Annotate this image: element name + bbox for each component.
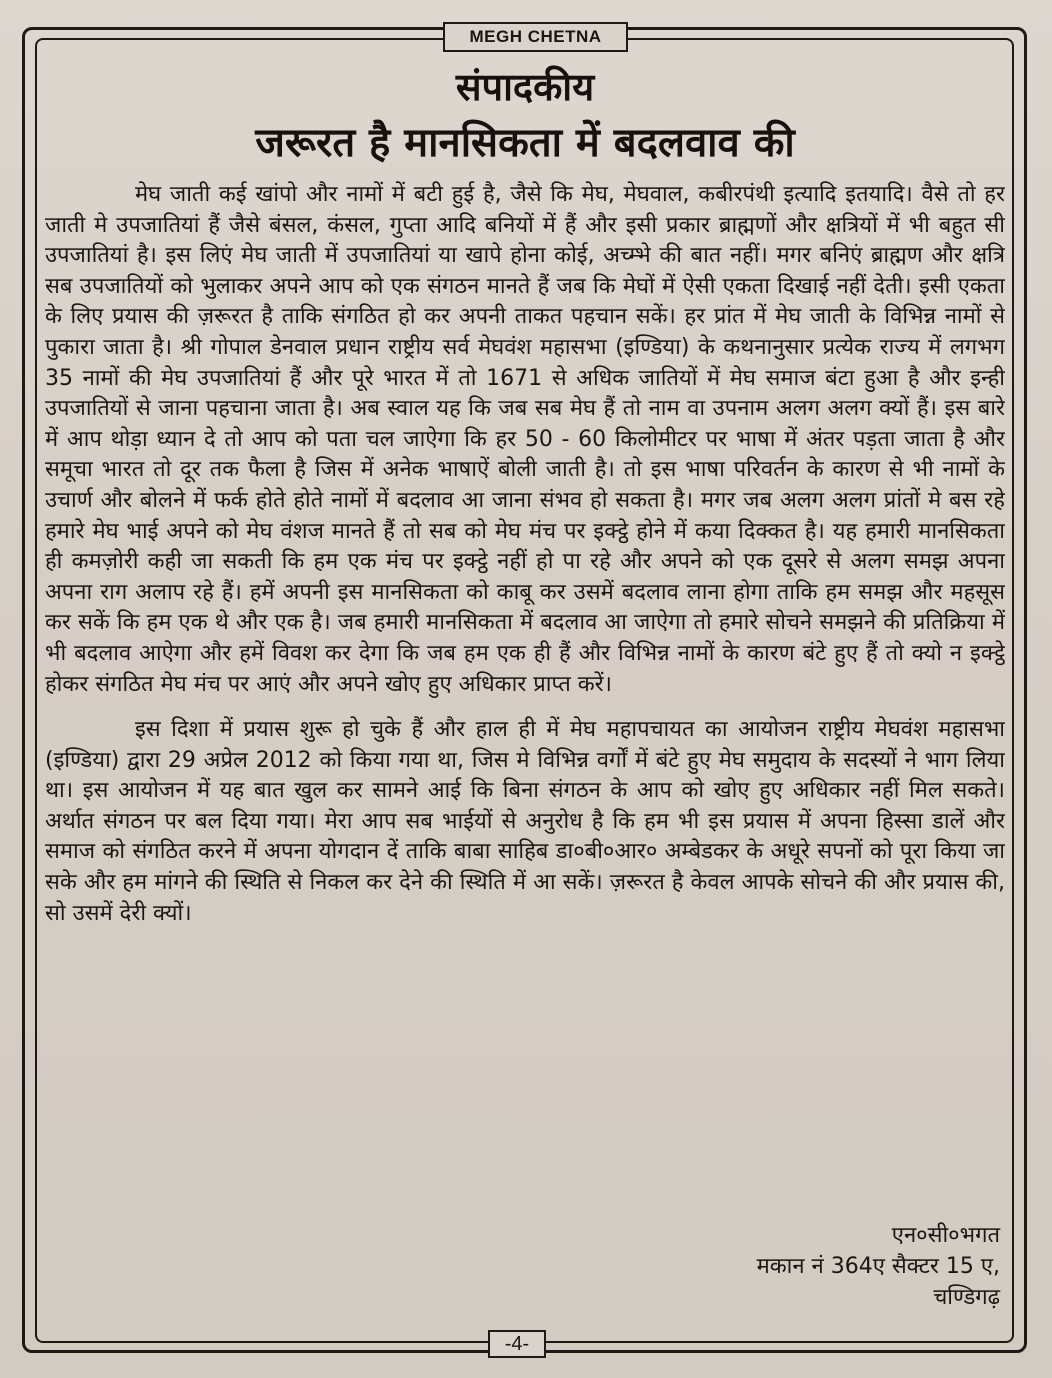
- section-heading: संपादकीय: [455, 65, 595, 109]
- article-title: जरूरत है मानसिकता में बदलवाव की: [255, 120, 795, 166]
- author-signature-block: [757, 1220, 1000, 1313]
- author-address: मकान नं 364ए सैक्टर 15 ए,: [756, 1254, 1000, 1279]
- author-city: चण्डिगढ़: [933, 1285, 1000, 1310]
- paragraph-2: इस दिशा में प्रयास शुरू हो चुके हैं और हाल ही में मेघ महापचायत का आयोजन राष्ट्रीय मेघवंश महासभा (इण्डिया) द्वारा 29 अप्रेल 2012 को किया गया था, जिस मे विभिन्न वर्गों में बंटे हुए मेघ समुदाय के सदस्यों ने भाग लिया था। इस आयोजन में यह बात खुल कर सामने आई कि बिना संगठन के आप को खोए हुए अधिकार नहीं मिल सकते। अर्थात संगठन पर बल दिया गया। मेरा आप सब भाईयों से अनुरोध है कि हम भी इस प्रयास में अपना हिस्सा डालें और समाज को संगठित करने में अपना योगदान दें ताकि बाबा साहिब डा०बी०आर० अम्बेडकर के अधूरे सपनों को पूरा किया जा सके और हम मांगने की स्थिति से निकल कर देने की स्थिति में आ सकें। ज़रूरत है केवल आपके सोचने की और प्रयास की, सो उसमें देरी क्यों।: [45, 717, 1005, 926]
- article-body: [45, 180, 1005, 1210]
- paragraph-1: मेघ जाती कई खांपो और नामों में बटी हुई है, जैसे कि मेघ, मेघवाल, कबीरपंथी इत्यादि इतयादि। वैसे तो हर जाती मे उपजातियां हैं जैसे बंसल, कंसल, गुप्ता आदि बनियों में हैं और इसी प्रकार ब्राह्मणों और क्षत्रियों में भी बहुत सी उपजातियां है। इस लिएं मेघ जाती में उपजातियां या खापे होना कोई, अच्म्भे की बात नहीं। मगर बनिएं ब्राह्मण और क्षत्रि सब उपजातियों को भुलाकर अपने आप को एक संगठन मानते हैं जब कि मेघों में ऐसी एकता दिखाई नहीं देती। इसी एकता के लिए प्रयास की ज़रूरत है ताकि संगठित हो कर अपनी ताकत पहचान सकें। हर प्रांत में मेघ जाती के विभिन्न नामों से पुकारा जाता है। श्री गोपाल डेनवाल प्रधान राष्ट्रीय सर्व मेघवंश महासभा (इण्डिया) के कथनानुसार प्रत्येक राज्य में लगभग 35 नामों की मेघ उपजातियां हैं और पूरे भारत में तो 1671 से अधिक जातियों में मेघ समाज बंटा हुआ है और इन्ही उपजातियों से जाना पहचाना जाता है। अब स्वाल यह कि जब सब मेघ हैं तो नाम वा उपनाम अलग अलग क्यों हैं। इस बारे में आप थोड़ा ध्यान दे तो आप को पता चल जाऐगा कि हर 50 - 60 किलोमीटर पर भाषा में अंतर पड़ता जाता है और समूचा भारत तो दूर तक फैला है जिस में अनेक भाषाऐं बोली जाती है। तो इस भाषा परिवर्तन के कारण से भी नामों के उचार्ण और बोलने में फर्क होते होते नामों में बदलाव आ जाना संभव हो सकता है। मगर जब अलग अलग प्रांतों मे बस रहे हमारे मेघ भाई अपने को मेघ वंशज मानते हैं तो सब को मेघ मंच पर इक्ट्ठे होने में कया दिक्कत है। यह हमारी मानसिकता ही कमज़ोरी कही जा सकती कि हम एक मंच पर इक्ट्ठे नहीं हो पा रहे और अपने को एक दूसरे से अलग समझ अपना अपना राग अलाप रहे हैं। हमें अपनी इस मानसिकता को काबू कर उसमें बदलाव लाना होगा ताकि हम समझ और महसूस कर सकें कि हम एक थे और एक है। जब हमारी मानसिकता में बदलाव आ जाऐगा तो हमारे सोचने समझने की प्रतिक्रिया में भी बदलाव आऐगा और हमें विवश कर देगा कि जब हम एक ही हैं और विभिन्न नामों के कारण बंटे हुए हैं तो क्यो न इक्ट्ठे होकर संगठित मेघ मंच पर आएं और अपने खोए हुए अधिकार प्राप्त करें।: [45, 182, 1005, 697]
- author-name: एन०सी०भगत: [891, 1223, 1000, 1248]
- masthead-label: MEGH CHETNA: [443, 22, 628, 52]
- page-number: -4-: [488, 1330, 546, 1358]
